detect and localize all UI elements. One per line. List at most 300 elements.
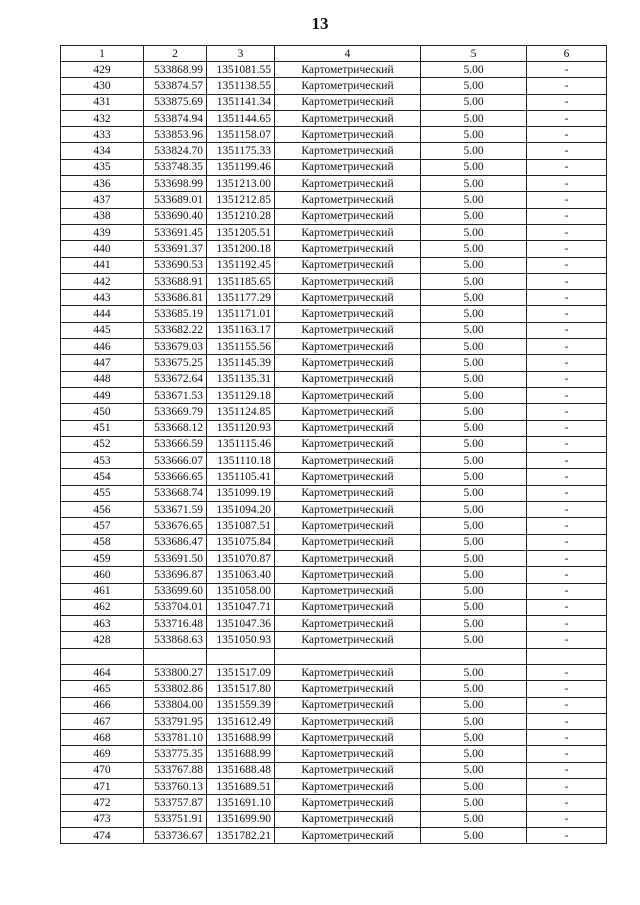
y-coordinate-cell: 1351205.51 xyxy=(207,224,275,240)
y-coordinate-cell: 1351688.48 xyxy=(207,762,275,778)
x-coordinate-cell: 533690.53 xyxy=(144,257,207,273)
accuracy-cell: 5.00 xyxy=(421,176,527,192)
accuracy-cell: 5.00 xyxy=(421,567,527,583)
y-coordinate-cell: 1351138.55 xyxy=(207,78,275,94)
accuracy-cell: 5.00 xyxy=(421,62,527,78)
point-number-cell: 428 xyxy=(61,632,144,648)
note-cell xyxy=(527,648,607,664)
y-coordinate-cell: 1351192.45 xyxy=(207,257,275,273)
x-coordinate-cell: 533672.64 xyxy=(144,371,207,387)
point-number-cell: 470 xyxy=(61,762,144,778)
note-cell: - xyxy=(527,94,607,110)
x-coordinate-cell: 533824.70 xyxy=(144,143,207,159)
accuracy-cell: 5.00 xyxy=(421,192,527,208)
accuracy-cell: 5.00 xyxy=(421,257,527,273)
y-coordinate-cell: 1351199.46 xyxy=(207,159,275,175)
note-cell: - xyxy=(527,224,607,240)
accuracy-cell: 5.00 xyxy=(421,273,527,289)
y-coordinate-cell: 1351782.21 xyxy=(207,827,275,843)
column-header: 5 xyxy=(421,46,527,62)
y-coordinate-cell: 1351213.00 xyxy=(207,176,275,192)
table-row xyxy=(61,453,607,469)
x-coordinate-cell: 533666.65 xyxy=(144,469,207,485)
x-coordinate-cell: 533666.59 xyxy=(144,436,207,452)
method-cell: Картометрический xyxy=(275,355,421,371)
note-cell: - xyxy=(527,518,607,534)
column-header: 3 xyxy=(207,46,275,62)
y-coordinate-cell: 1351559.39 xyxy=(207,697,275,713)
point-number-cell: 440 xyxy=(61,241,144,257)
method-cell: Картометрический xyxy=(275,550,421,566)
method-cell: Картометрический xyxy=(275,485,421,501)
note-cell: - xyxy=(527,502,607,518)
accuracy-cell: 5.00 xyxy=(421,127,527,143)
point-number-cell: 457 xyxy=(61,518,144,534)
accuracy-cell: 5.00 xyxy=(421,811,527,827)
accuracy-cell: 5.00 xyxy=(421,632,527,648)
note-cell: - xyxy=(527,795,607,811)
accuracy-cell: 5.00 xyxy=(421,616,527,632)
y-coordinate-cell: 1351699.90 xyxy=(207,811,275,827)
x-coordinate-cell: 533802.86 xyxy=(144,681,207,697)
accuracy-cell: 5.00 xyxy=(421,453,527,469)
point-number-cell: 441 xyxy=(61,257,144,273)
table-row xyxy=(61,681,607,697)
table-row xyxy=(61,779,607,795)
table-row xyxy=(61,583,607,599)
point-number-cell: 433 xyxy=(61,127,144,143)
y-coordinate-cell: 1351517.09 xyxy=(207,664,275,680)
x-coordinate-cell: 533751.91 xyxy=(144,811,207,827)
point-number-cell: 434 xyxy=(61,143,144,159)
note-cell: - xyxy=(527,110,607,126)
method-cell: Картометрический xyxy=(275,322,421,338)
note-cell: - xyxy=(527,550,607,566)
table-row xyxy=(61,502,607,518)
accuracy-cell: 5.00 xyxy=(421,224,527,240)
point-number-cell: 436 xyxy=(61,176,144,192)
method-cell: Картометрический xyxy=(275,387,421,403)
note-cell: - xyxy=(527,713,607,729)
table-row xyxy=(61,599,607,615)
y-coordinate-cell: 1351158.07 xyxy=(207,127,275,143)
note-cell: - xyxy=(527,404,607,420)
table-row xyxy=(61,78,607,94)
page-number: 13 xyxy=(311,14,329,33)
table-row xyxy=(61,664,607,680)
note-cell: - xyxy=(527,469,607,485)
note-cell: - xyxy=(527,355,607,371)
note-cell: - xyxy=(527,583,607,599)
x-coordinate-cell: 533669.79 xyxy=(144,404,207,420)
accuracy-cell: 5.00 xyxy=(421,681,527,697)
x-coordinate-cell: 533767.88 xyxy=(144,762,207,778)
point-number-cell: 429 xyxy=(61,62,144,78)
x-coordinate-cell: 533748.35 xyxy=(144,159,207,175)
table-row xyxy=(61,159,607,175)
method-cell: Картометрический xyxy=(275,62,421,78)
y-coordinate-cell: 1351200.18 xyxy=(207,241,275,257)
y-coordinate-cell: 1351058.00 xyxy=(207,583,275,599)
y-coordinate-cell: 1351612.49 xyxy=(207,713,275,729)
x-coordinate-cell: 533691.45 xyxy=(144,224,207,240)
y-coordinate-cell: 1351145.39 xyxy=(207,355,275,371)
note-cell: - xyxy=(527,127,607,143)
method-cell: Картометрический xyxy=(275,827,421,843)
method-cell: Картометрический xyxy=(275,339,421,355)
table-row xyxy=(61,632,607,648)
point-number-cell: 464 xyxy=(61,664,144,680)
method-cell xyxy=(275,648,421,664)
table-row xyxy=(61,518,607,534)
point-number-cell: 445 xyxy=(61,322,144,338)
point-number-cell: 451 xyxy=(61,420,144,436)
point-number-cell: 431 xyxy=(61,94,144,110)
x-coordinate-cell: 533699.60 xyxy=(144,583,207,599)
point-number-cell: 463 xyxy=(61,616,144,632)
method-cell: Картометрический xyxy=(275,257,421,273)
method-cell: Картометрический xyxy=(275,469,421,485)
y-coordinate-cell: 1351070.87 xyxy=(207,550,275,566)
y-coordinate-cell: 1351141.34 xyxy=(207,94,275,110)
point-number-cell: 458 xyxy=(61,534,144,550)
accuracy-cell: 5.00 xyxy=(421,550,527,566)
y-coordinate-cell: 1351050.93 xyxy=(207,632,275,648)
accuracy-cell: 5.00 xyxy=(421,94,527,110)
method-cell: Картометрический xyxy=(275,453,421,469)
accuracy-cell: 5.00 xyxy=(421,827,527,843)
y-coordinate-cell: 1351075.84 xyxy=(207,534,275,550)
point-number-cell: 456 xyxy=(61,502,144,518)
y-coordinate-cell: 1351063.40 xyxy=(207,567,275,583)
method-cell: Картометрический xyxy=(275,502,421,518)
note-cell: - xyxy=(527,730,607,746)
accuracy-cell: 5.00 xyxy=(421,143,527,159)
y-coordinate-cell: 1351110.18 xyxy=(207,453,275,469)
note-cell: - xyxy=(527,616,607,632)
method-cell: Картометрический xyxy=(275,436,421,452)
note-cell: - xyxy=(527,192,607,208)
note-cell: - xyxy=(527,453,607,469)
y-coordinate-cell: 1351185.65 xyxy=(207,273,275,289)
note-cell: - xyxy=(527,257,607,273)
note-cell: - xyxy=(527,599,607,615)
note-cell: - xyxy=(527,241,607,257)
point-number-cell: 459 xyxy=(61,550,144,566)
x-coordinate-cell: 533868.63 xyxy=(144,632,207,648)
accuracy-cell: 5.00 xyxy=(421,387,527,403)
x-coordinate-cell: 533675.25 xyxy=(144,355,207,371)
x-coordinate-cell: 533804.00 xyxy=(144,697,207,713)
table-row xyxy=(61,567,607,583)
accuracy-cell: 5.00 xyxy=(421,339,527,355)
y-coordinate-cell: 1351099.19 xyxy=(207,485,275,501)
table-row xyxy=(61,762,607,778)
x-coordinate-cell: 533868.99 xyxy=(144,62,207,78)
table-row xyxy=(61,404,607,420)
accuracy-cell: 5.00 xyxy=(421,469,527,485)
accuracy-cell: 5.00 xyxy=(421,795,527,811)
accuracy-cell: 5.00 xyxy=(421,208,527,224)
point-number-cell: 460 xyxy=(61,567,144,583)
table-row xyxy=(61,192,607,208)
point-number-cell: 448 xyxy=(61,371,144,387)
accuracy-cell: 5.00 xyxy=(421,518,527,534)
method-cell: Картометрический xyxy=(275,404,421,420)
table-row xyxy=(61,176,607,192)
table-row xyxy=(61,62,607,78)
method-cell: Картометрический xyxy=(275,273,421,289)
method-cell: Картометрический xyxy=(275,795,421,811)
note-cell: - xyxy=(527,827,607,843)
accuracy-cell: 5.00 xyxy=(421,436,527,452)
table-row xyxy=(61,746,607,762)
table-row xyxy=(61,290,607,306)
table-row xyxy=(61,534,607,550)
accuracy-cell: 5.00 xyxy=(421,762,527,778)
accuracy-cell: 5.00 xyxy=(421,485,527,501)
table-row xyxy=(61,273,607,289)
method-cell: Картометрический xyxy=(275,78,421,94)
table-row xyxy=(61,469,607,485)
point-number-cell: 449 xyxy=(61,387,144,403)
table-row xyxy=(61,257,607,273)
x-coordinate-cell: 533691.37 xyxy=(144,241,207,257)
x-coordinate-cell: 533676.65 xyxy=(144,518,207,534)
x-coordinate-cell: 533736.67 xyxy=(144,827,207,843)
x-coordinate-cell: 533688.91 xyxy=(144,273,207,289)
point-number-cell: 447 xyxy=(61,355,144,371)
point-number-cell: 446 xyxy=(61,339,144,355)
point-number-cell: 452 xyxy=(61,436,144,452)
note-cell: - xyxy=(527,290,607,306)
method-cell: Картометрический xyxy=(275,306,421,322)
x-coordinate-cell: 533666.07 xyxy=(144,453,207,469)
table-row xyxy=(61,648,607,664)
y-coordinate-cell: 1351047.71 xyxy=(207,599,275,615)
y-coordinate-cell: 1351688.99 xyxy=(207,730,275,746)
point-number-cell xyxy=(61,648,144,664)
y-coordinate-cell: 1351081.55 xyxy=(207,62,275,78)
x-coordinate-cell: 533875.69 xyxy=(144,94,207,110)
table-row xyxy=(61,436,607,452)
x-coordinate-cell: 533671.59 xyxy=(144,502,207,518)
note-cell: - xyxy=(527,762,607,778)
table-row xyxy=(61,485,607,501)
y-coordinate-cell: 1351105.41 xyxy=(207,469,275,485)
table-row xyxy=(61,208,607,224)
note-cell: - xyxy=(527,208,607,224)
point-number-cell: 466 xyxy=(61,697,144,713)
accuracy-cell: 5.00 xyxy=(421,322,527,338)
note-cell: - xyxy=(527,632,607,648)
table-row xyxy=(61,387,607,403)
method-cell: Картометрический xyxy=(275,127,421,143)
x-coordinate-cell: 533691.50 xyxy=(144,550,207,566)
x-coordinate-cell: 533791.95 xyxy=(144,713,207,729)
accuracy-cell: 5.00 xyxy=(421,241,527,257)
x-coordinate-cell: 533679.03 xyxy=(144,339,207,355)
method-cell: Картометрический xyxy=(275,176,421,192)
y-coordinate-cell: 1351129.18 xyxy=(207,387,275,403)
table-row xyxy=(61,697,607,713)
y-coordinate-cell: 1351210.28 xyxy=(207,208,275,224)
method-cell: Картометрический xyxy=(275,616,421,632)
y-coordinate-cell: 1351115.46 xyxy=(207,436,275,452)
table-row xyxy=(61,127,607,143)
table-row xyxy=(61,94,607,110)
method-cell: Картометрический xyxy=(275,290,421,306)
x-coordinate-cell: 533853.96 xyxy=(144,127,207,143)
method-cell: Картометрический xyxy=(275,159,421,175)
method-cell: Картометрический xyxy=(275,811,421,827)
note-cell: - xyxy=(527,62,607,78)
accuracy-cell: 5.00 xyxy=(421,355,527,371)
y-coordinate-cell: 1351094.20 xyxy=(207,502,275,518)
point-number-cell: 443 xyxy=(61,290,144,306)
accuracy-cell: 5.00 xyxy=(421,502,527,518)
point-number-cell: 469 xyxy=(61,746,144,762)
method-cell: Картометрический xyxy=(275,730,421,746)
method-cell: Картометрический xyxy=(275,241,421,257)
method-cell: Картометрический xyxy=(275,762,421,778)
accuracy-cell: 5.00 xyxy=(421,78,527,94)
x-coordinate-cell: 533874.57 xyxy=(144,78,207,94)
table-row xyxy=(61,811,607,827)
point-number-cell: 432 xyxy=(61,110,144,126)
x-coordinate-cell: 533704.01 xyxy=(144,599,207,615)
x-coordinate-cell: 533800.27 xyxy=(144,664,207,680)
x-coordinate-cell: 533757.87 xyxy=(144,795,207,811)
note-cell: - xyxy=(527,567,607,583)
accuracy-cell: 5.00 xyxy=(421,534,527,550)
y-coordinate-cell: 1351177.29 xyxy=(207,290,275,306)
method-cell: Картометрический xyxy=(275,518,421,534)
method-cell: Картометрический xyxy=(275,110,421,126)
method-cell: Картометрический xyxy=(275,208,421,224)
x-coordinate-cell: 533689.01 xyxy=(144,192,207,208)
x-coordinate-cell xyxy=(144,648,207,664)
accuracy-cell: 5.00 xyxy=(421,697,527,713)
y-coordinate-cell: 1351212.85 xyxy=(207,192,275,208)
x-coordinate-cell: 533775.35 xyxy=(144,746,207,762)
column-header: 6 xyxy=(527,46,607,62)
method-cell: Картометрический xyxy=(275,420,421,436)
y-coordinate-cell: 1351135.31 xyxy=(207,371,275,387)
accuracy-cell: 5.00 xyxy=(421,664,527,680)
x-coordinate-cell: 533690.40 xyxy=(144,208,207,224)
x-coordinate-cell: 533781.10 xyxy=(144,730,207,746)
y-coordinate-cell: 1351517.80 xyxy=(207,681,275,697)
point-number-cell: 465 xyxy=(61,681,144,697)
method-cell: Картометрический xyxy=(275,746,421,762)
table-body xyxy=(61,62,607,844)
point-number-cell: 442 xyxy=(61,273,144,289)
table-row xyxy=(61,110,607,126)
method-cell: Картометрический xyxy=(275,779,421,795)
table-row xyxy=(61,339,607,355)
note-cell: - xyxy=(527,306,607,322)
accuracy-cell: 5.00 xyxy=(421,159,527,175)
y-coordinate-cell: 1351087.51 xyxy=(207,518,275,534)
method-cell: Картометрический xyxy=(275,534,421,550)
point-number-cell: 455 xyxy=(61,485,144,501)
point-number-cell: 453 xyxy=(61,453,144,469)
note-cell: - xyxy=(527,339,607,355)
method-cell: Картометрический xyxy=(275,567,421,583)
accuracy-cell: 5.00 xyxy=(421,290,527,306)
method-cell: Картометрический xyxy=(275,681,421,697)
x-coordinate-cell: 533696.87 xyxy=(144,567,207,583)
note-cell: - xyxy=(527,664,607,680)
table-row xyxy=(61,713,607,729)
method-cell: Картометрический xyxy=(275,632,421,648)
note-cell: - xyxy=(527,420,607,436)
note-cell: - xyxy=(527,779,607,795)
column-header: 1 xyxy=(61,46,144,62)
y-coordinate-cell xyxy=(207,648,275,664)
accuracy-cell: 5.00 xyxy=(421,583,527,599)
y-coordinate-cell: 1351171.01 xyxy=(207,306,275,322)
note-cell: - xyxy=(527,697,607,713)
point-number-cell: 473 xyxy=(61,811,144,827)
x-coordinate-cell: 533760.13 xyxy=(144,779,207,795)
method-cell: Картометрический xyxy=(275,583,421,599)
accuracy-cell: 5.00 xyxy=(421,599,527,615)
y-coordinate-cell: 1351691.10 xyxy=(207,795,275,811)
coordinates-table xyxy=(60,45,607,844)
point-number-cell: 454 xyxy=(61,469,144,485)
point-number-cell: 468 xyxy=(61,730,144,746)
x-coordinate-cell: 533668.74 xyxy=(144,485,207,501)
point-number-cell: 430 xyxy=(61,78,144,94)
point-number-cell: 450 xyxy=(61,404,144,420)
method-cell: Картометрический xyxy=(275,697,421,713)
x-coordinate-cell: 533682.22 xyxy=(144,322,207,338)
point-number-cell: 474 xyxy=(61,827,144,843)
table-row xyxy=(61,241,607,257)
note-cell: - xyxy=(527,534,607,550)
accuracy-cell: 5.00 xyxy=(421,306,527,322)
table-row xyxy=(61,322,607,338)
note-cell: - xyxy=(527,176,607,192)
y-coordinate-cell: 1351144.65 xyxy=(207,110,275,126)
method-cell: Картометрический xyxy=(275,143,421,159)
note-cell: - xyxy=(527,746,607,762)
note-cell: - xyxy=(527,811,607,827)
note-cell: - xyxy=(527,322,607,338)
point-number-cell: 438 xyxy=(61,208,144,224)
y-coordinate-cell: 1351120.93 xyxy=(207,420,275,436)
method-cell: Картометрический xyxy=(275,224,421,240)
note-cell: - xyxy=(527,273,607,289)
accuracy-cell: 5.00 xyxy=(421,730,527,746)
note-cell: - xyxy=(527,436,607,452)
y-coordinate-cell: 1351689.51 xyxy=(207,779,275,795)
x-coordinate-cell: 533671.53 xyxy=(144,387,207,403)
column-header: 4 xyxy=(275,46,421,62)
method-cell: Картометрический xyxy=(275,713,421,729)
x-coordinate-cell: 533686.47 xyxy=(144,534,207,550)
note-cell: - xyxy=(527,387,607,403)
table-row xyxy=(61,224,607,240)
point-number-cell: 444 xyxy=(61,306,144,322)
table-row xyxy=(61,306,607,322)
accuracy-cell xyxy=(421,648,527,664)
point-number-cell: 472 xyxy=(61,795,144,811)
table-row xyxy=(61,616,607,632)
table-row xyxy=(61,371,607,387)
